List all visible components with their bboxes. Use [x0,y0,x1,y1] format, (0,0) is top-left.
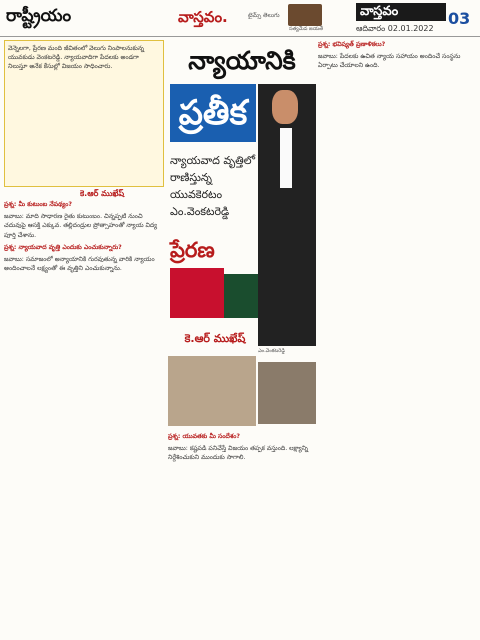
answer-4: జవాబు: పేదలకు ఉచిత న్యాయ సహాయం అందించే సంస్థను ఏర్పాటు చేయాలని ఉంది. [318,53,461,70]
meeting-photo [258,362,316,424]
feature-word: ప్రతీక [170,84,256,142]
column-right [318,40,476,636]
question-2: ప్రశ్న: న్యాయవాద వృత్తి ఎందుకు ఎంచుకున్నారు? [4,243,122,251]
portrait-caption: ఎం.వెంకటరెడ్డి [258,348,285,354]
portrait-face [272,90,298,124]
column-left [4,200,164,636]
intro-paragraph: వెన్నెలగా, ప్రేరణ మంది జీవితంలో వెలుగు నింపాలనుకున్న యువకుడు వెంకటరెడ్డి. న్యాయవాదిగా పేదలకు అండగా నిలుస్తూ అనేక కేసుల్లో విజయం సాధించారు. [8,45,145,71]
intro-text [8,44,158,184]
emblem-caption: సత్యమేవ జయతే [288,26,324,32]
column-middle [168,432,316,636]
center-brand: వాస్తవం. [178,8,228,26]
question-1: ప్రశ్న: మీ కుటుంబ నేపథ్యం? [4,201,72,208]
writer-name: కె.ఆర్ ముఖేష్ [184,332,246,345]
answer-2: జవాబు: సమాజంలో అన్యాయానికి గురవుతున్న వారికి న్యాయం అందించాలనే లక్ష్యంతో ఈ వృత్తిని ఎంచుకున్నాను. [4,256,155,273]
series-label: ప్రేరణ [170,238,215,262]
page-header [0,0,480,37]
feature-subtitle: న్యాయవాద వృత్తిలో రాణిస్తున్న యువకెరటం ఎం.వెంకటరెడ్డి [170,154,256,218]
book-cover-image [170,268,224,318]
award-image [224,274,258,318]
question-4: ప్రశ్న: భవిష్యత్ ప్రణాళికలు? [318,41,386,48]
portrait-shirt [280,128,292,188]
brand-subtitle: టైమ్స్ తెలుగు [248,12,280,19]
issue-date: ఆదివారం 02.01.2022 [356,24,434,33]
page-number: 03 [448,9,471,28]
answer-1: జవాబు: మాది సాధారణ రైతు కుటుంబం. చిన్నప్పటి నుంచి చదువుపై ఆసక్తి ఎక్కువ. తల్లిదండ్రుల ప్రోత్సాహంతో న్యాయ విద్య పూర్తి చేశాను. [4,213,158,239]
question-3: ప్రశ్న: యువతకు మీ సందేశం? [168,433,241,440]
emblem-icon [288,4,322,26]
answer-3: జవాబు: కష్టపడి పనిచేస్తే విజయం తప్పక వస్తుంది. లక్ష్యాన్ని నిర్దేశించుకుని ముందుకు సాగాలి. [168,445,309,462]
masthead-logo: వాస్తవం [356,3,446,21]
feature-title: న్యాయానికి [188,46,296,75]
office-photo [168,356,256,426]
section-title: రాష్ట్రీయం [6,6,72,26]
byline: కె.ఆర్ ముఖేష్ [80,189,125,198]
